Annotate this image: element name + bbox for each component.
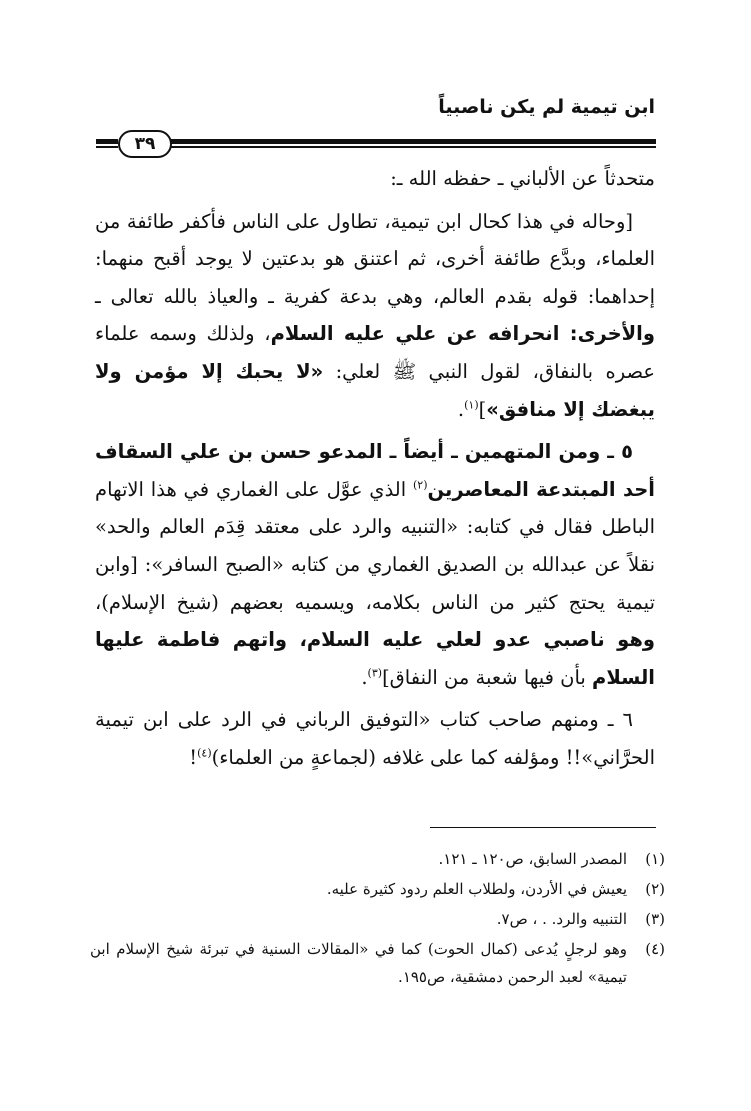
footnotes bbox=[90, 845, 665, 993]
main-text bbox=[95, 160, 655, 782]
paragraph-3 bbox=[95, 433, 655, 696]
header-rule-left-thin bbox=[96, 146, 118, 148]
footnote-number: (٢) bbox=[645, 880, 665, 898]
footnote-text: المصدر السابق، ص١٢٠ ـ ١٢١. bbox=[438, 850, 627, 868]
paragraph-1 bbox=[95, 160, 655, 198]
paragraph-4 bbox=[95, 701, 655, 776]
paragraph-2-end: . bbox=[457, 397, 465, 421]
footnote-number: (٣) bbox=[645, 910, 665, 928]
footnote-number: (٤) bbox=[645, 940, 665, 958]
paragraph-3-text-b: بأن فيها شعبة من النفاق] bbox=[382, 665, 593, 689]
paragraph-3-bold-1: ٥ ـ ومن المتهمين ـ أيضاً ـ المدعو حسن بن علي السقاف أحد المبتدعة المعاصرين bbox=[95, 440, 655, 501]
footnote-separator bbox=[430, 827, 656, 828]
paragraph-1-text: متحدثاً عن الألباني ـ حفظه الله ـ: bbox=[390, 167, 655, 190]
header-rule bbox=[96, 130, 656, 156]
paragraph-2-text-c: ] bbox=[478, 397, 487, 421]
footnote-2 bbox=[90, 875, 665, 903]
header-rule-thick bbox=[170, 139, 656, 144]
footnote-1 bbox=[90, 845, 665, 873]
paragraph-3-text-a: الذي عوَّل على الغماري في هذا الاتهام الباطل فقال في كتابه: «التنبيه والرد على معتقد قِدَم العالم والحد» نقلاً عن عبدالله بن الصديق الغماري من كتابه «الصبح السافر»: [وابن تيمية يحتج كثير من الناس بكلامه، ويسميه بعضهم (شيخ الإسلام)، bbox=[95, 477, 655, 614]
paragraph-4-end: ! bbox=[189, 745, 198, 769]
paragraph-3-end: . bbox=[361, 665, 368, 689]
footnote-text: يعيش في الأردن، ولطلاب العلم ردود كثيرة عليه. bbox=[326, 880, 627, 898]
footnote-3 bbox=[90, 905, 665, 933]
paragraph-2-bold-2: «لا يحبك إلا مؤمن ولا يبغضك إلا منافق» bbox=[95, 359, 655, 421]
paragraph-2-text-b: ، ولذلك وسمه علماء عصره بالنفاق، لقول النبي ﷺ لعلي: bbox=[95, 322, 655, 383]
footnote-ref-2: (٢) bbox=[412, 478, 428, 492]
footnote-ref-4: (٤) bbox=[197, 746, 212, 760]
running-title: ابن تيمية لم يكن ناصبياً bbox=[438, 96, 655, 118]
paragraph-3-bold-2: وهو ناصبي عدو لعلي عليه السلام، واتهم فاطمة عليها السلام bbox=[95, 628, 655, 689]
header-rule-left-thick bbox=[96, 139, 118, 144]
paragraph-2-text-a: [وحاله في هذا كحال ابن تيمية، تطاول على الناس فأكفر طائفة من العلماء، وبدَّع طائفة أخرى، ثم اعتنق هو بدعتين لا يوجد أقبح منهما: إحداهما: قوله بقدم العالم، وهي بدعة كفرية ـ والعياذ بالله تعالى ـ bbox=[95, 209, 655, 308]
footnote-ref-1: (١) bbox=[464, 398, 479, 412]
paragraph-2-bold-1: والأخرى: انحرافه عن علي عليه السلام bbox=[270, 322, 655, 346]
header-rule-thin bbox=[170, 146, 656, 148]
paragraph-2 bbox=[95, 203, 655, 429]
footnote-ref-3: (٣) bbox=[367, 666, 383, 680]
paragraph-4-text: ٦ ـ ومنهم صاحب كتاب «التوفيق الرباني في الرد على ابن تيمية الحرَّاني»!! ومؤلفه كما على غلافه (لجماعةٍ من العلماء) bbox=[95, 708, 655, 769]
footnote-4 bbox=[90, 935, 665, 991]
footnote-text: وهو لرجلٍ يُدعى (كمال الحوت) كما في «المقالات السنية في تبرئة شيخ الإسلام ابن تيمية» لعبد الرحمن دمشقية، ص١٩٥. bbox=[90, 940, 627, 986]
footnote-number: (١) bbox=[645, 850, 665, 868]
footnote-text: التنبيه والرد. . ، ص٧. bbox=[496, 910, 627, 928]
page-number: ٣٩ bbox=[118, 130, 172, 158]
